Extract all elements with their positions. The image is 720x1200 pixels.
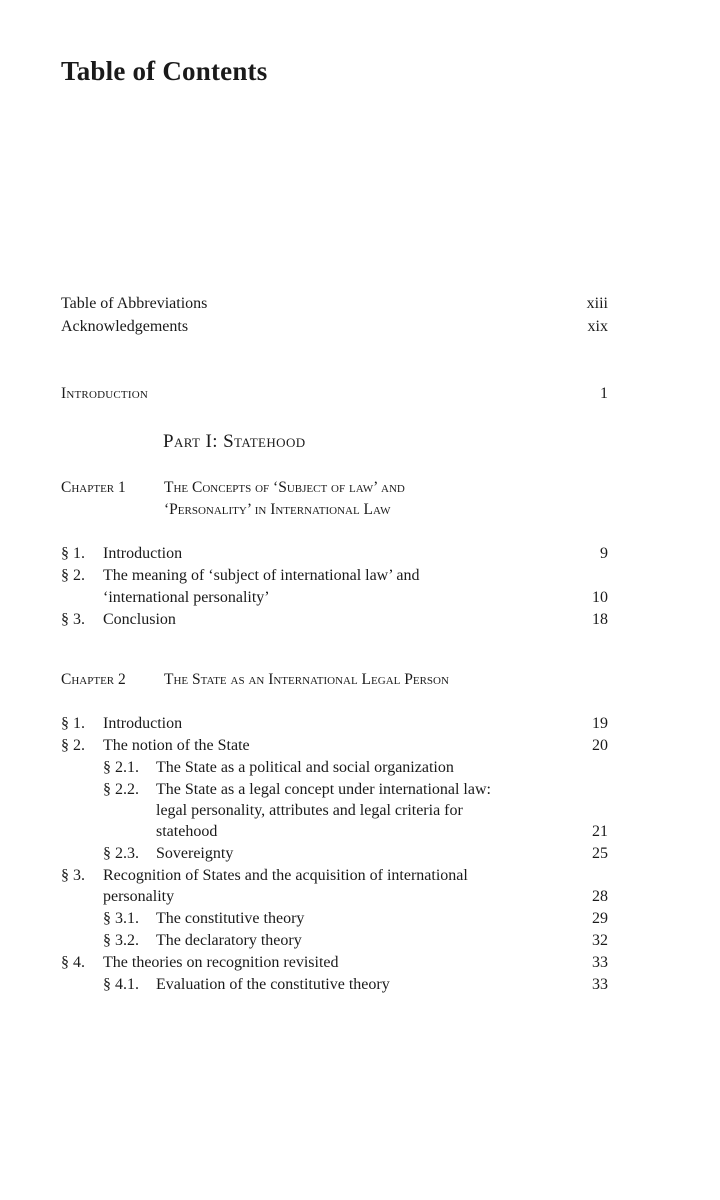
- ch2-sec1-title[interactable]: Introduction: [103, 715, 183, 732]
- part-heading: Part I: Statehood: [163, 431, 306, 452]
- toc-page-introduction: 1: [600, 385, 608, 402]
- ch2-sec3-2-title[interactable]: The declaratory theory: [156, 932, 302, 949]
- chapter1-label: Chapter 1: [61, 479, 126, 496]
- ch1-sec2-num: § 2.: [61, 567, 85, 584]
- chapter2-title[interactable]: The State as an International Legal Person: [164, 671, 449, 688]
- ch2-sec3-title-line1[interactable]: Recognition of States and the acquisition of international: [103, 867, 468, 884]
- ch1-sec3-page: 18: [592, 611, 608, 628]
- ch2-sec2-1-title[interactable]: The State as a political and social organization: [156, 759, 454, 776]
- ch2-sec1-page: 19: [592, 715, 608, 732]
- chapter1-title-line1[interactable]: The Concepts of ‘Subject of law’ and: [164, 479, 405, 496]
- ch2-sec4-1-title[interactable]: Evaluation of the constitutive theory: [156, 976, 390, 993]
- ch2-sec3-1-title[interactable]: The constitutive theory: [156, 910, 305, 927]
- page-title: Table of Contents: [61, 56, 268, 86]
- ch2-sec2-title[interactable]: The notion of the State: [103, 737, 250, 754]
- ch1-sec1-page: 9: [600, 545, 608, 562]
- ch2-sec3-title-line2[interactable]: personality: [103, 888, 175, 905]
- ch2-sec4-title[interactable]: The theories on recognition revisited: [103, 954, 339, 971]
- ch2-sec3-2-num: § 3.2.: [103, 932, 139, 949]
- ch2-sec4-1-num: § 4.1.: [103, 976, 139, 993]
- ch1-sec1-title[interactable]: Introduction: [103, 545, 183, 562]
- ch1-sec3-num: § 3.: [61, 611, 85, 628]
- ch2-sec3-num: § 3.: [61, 867, 85, 884]
- ch2-sec2-2-title-line2[interactable]: legal personality, attributes and legal criteria for: [156, 802, 463, 819]
- ch2-sec2-1-num: § 2.1.: [103, 759, 139, 776]
- ch2-sec4-num: § 4.: [61, 954, 85, 971]
- toc-page-acknowledgements: xix: [587, 318, 608, 335]
- toc-entry-acknowledgements[interactable]: Acknowledgements: [61, 318, 189, 335]
- ch2-sec3-page: 28: [592, 888, 608, 905]
- ch2-sec3-1-page: 29: [592, 910, 608, 927]
- ch2-sec2-3-title[interactable]: Sovereignty: [156, 845, 234, 862]
- chapter2-label: Chapter 2: [61, 671, 126, 688]
- ch1-sec1-num: § 1.: [61, 545, 85, 562]
- ch1-sec2-title-line1[interactable]: The meaning of ‘subject of international law’ and: [103, 567, 420, 584]
- ch1-sec3-title[interactable]: Conclusion: [103, 611, 176, 628]
- chapter1-title-line2[interactable]: ‘Personality’ in International Law: [164, 501, 391, 518]
- ch2-sec4-1-page: 33: [592, 976, 608, 993]
- ch2-sec2-2-page: 21: [592, 823, 608, 840]
- ch1-sec2-page: 10: [592, 589, 608, 606]
- ch1-sec2-title-line2[interactable]: ‘international personality’: [103, 589, 270, 606]
- ch2-sec3-2-page: 32: [592, 932, 608, 949]
- toc-page-abbreviations: xiii: [586, 295, 608, 312]
- ch2-sec4-page: 33: [592, 954, 608, 971]
- toc-entry-introduction[interactable]: Introduction: [61, 385, 149, 402]
- ch2-sec2-2-title-line1[interactable]: The State as a legal concept under international law:: [156, 781, 491, 798]
- ch2-sec2-page: 20: [592, 737, 608, 754]
- ch2-sec2-num: § 2.: [61, 737, 85, 754]
- ch2-sec2-3-page: 25: [592, 845, 608, 862]
- ch2-sec3-1-num: § 3.1.: [103, 910, 139, 927]
- ch2-sec2-2-num: § 2.2.: [103, 781, 139, 798]
- ch2-sec1-num: § 1.: [61, 715, 85, 732]
- ch2-sec2-3-num: § 2.3.: [103, 845, 139, 862]
- ch2-sec2-2-title-line3[interactable]: statehood: [156, 823, 218, 840]
- toc-entry-abbreviations[interactable]: Table of Abbreviations: [61, 295, 208, 312]
